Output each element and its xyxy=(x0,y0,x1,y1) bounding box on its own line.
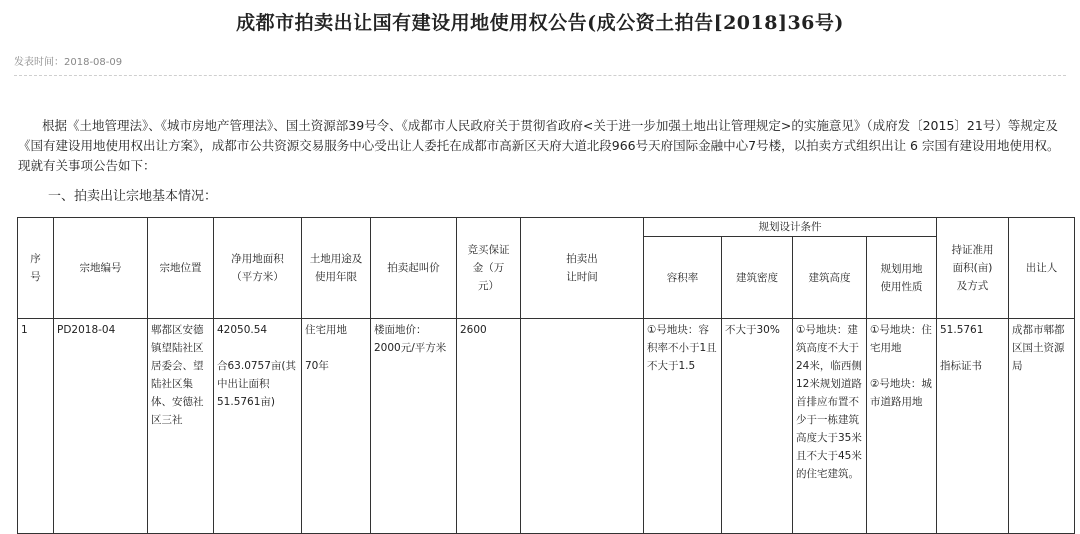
planning-group-header: 规划设计条件 xyxy=(644,218,937,237)
col-density-header: 建筑密度 xyxy=(722,237,793,319)
col-location-header: 宗地位置 xyxy=(148,218,214,319)
col-height-header: 建筑高度 xyxy=(793,237,867,319)
cell-auction-time xyxy=(521,319,644,534)
cell-area-main: 42050.54 xyxy=(217,324,268,336)
cell-indicator-method: 指标证书 xyxy=(940,360,982,372)
cell-density: 不大于30% xyxy=(722,319,793,534)
cell-height: ①号地块：建筑高度不大于24米，临西侧12米规划道路首排应布置不少于一栋建筑高度大于35米且不大于45米的住宅建筑。 xyxy=(793,319,867,534)
section-heading: 一、拍卖出让宗地基本情况： xyxy=(48,189,218,204)
col-grantor-header: 出让人 xyxy=(1009,218,1075,319)
cell-location: 郫都区安德镇望陆社区居委会、望陆社区集体、安德社区三社 xyxy=(148,319,214,534)
col-deposit-header: 竞买保证 金（万 元） xyxy=(457,218,521,319)
col-start-price-header: 拍卖起叫价 xyxy=(371,218,457,319)
col-parcel-no-header: 宗地编号 xyxy=(54,218,148,319)
col-use-header: 土地用途及 使用年限 xyxy=(302,218,371,319)
publish-time-label: 发表时间： xyxy=(14,57,64,68)
cell-deposit: 2600 xyxy=(457,319,521,534)
cell-start-price: 楼面地价：2000元/平方米 xyxy=(371,319,457,534)
cell-indicator-area: 51.5761 xyxy=(940,324,984,336)
cell-seq: 1 xyxy=(18,319,54,534)
page-title: 成都市拍卖出让国有建设用地使用权公告(成公资土拍告[2018]36号) xyxy=(236,12,844,34)
col-area-header: 净用地面积 （平方米） xyxy=(214,218,302,319)
publish-time xyxy=(14,53,122,68)
cell-use xyxy=(302,319,371,534)
table-header-row xyxy=(18,218,1075,237)
intro-paragraph: 根据《土地管理法》、《城市房地产管理法》、国土资源部39号令、《成都市人民政府关于贯彻省政府<关于进一步加强土地出让管理规定>的实施意见》（成府发〔2015〕21号）等规定及《国有建设用地使用权出让方案》，成都市公共资源交易服务中心受出让人委托在成都市高新区天府大道北段966号天府国际金融中心7号楼，以拍卖方式组织出让 6 宗国有建设用地使用权。现就有关事项公告如下： xyxy=(18,118,1060,173)
col-indicator-header: 持证准用 面积(亩) 及方式 xyxy=(937,218,1009,319)
cell-parcel-no: PD2018-04 xyxy=(54,319,148,534)
cell-area xyxy=(214,319,302,534)
col-auction-time-header: 拍卖出 让时间 xyxy=(521,218,644,319)
parcel-table xyxy=(17,217,1075,534)
col-far-header: 容积率 xyxy=(644,237,722,319)
cell-indicator xyxy=(937,319,1009,534)
cell-grantor: 成都市郫都区国土资源局 xyxy=(1009,319,1075,534)
col-plan-use-header: 规划用地 使用性质 xyxy=(867,237,937,319)
header-divider xyxy=(14,75,1066,76)
publish-time-value: 2018-08-09 xyxy=(64,57,123,68)
table-row xyxy=(18,319,1075,534)
cell-use-years: 70年 xyxy=(305,360,329,372)
cell-far: ①号地块：容积率不小于1且不大于1.5 xyxy=(644,319,722,534)
cell-area-sub: 合63.0757亩(其中出让面积51.5761亩) xyxy=(217,360,297,408)
cell-plan-use-1: ①号地块：住宅用地 xyxy=(870,324,932,354)
cell-plan-use xyxy=(867,319,937,534)
cell-plan-use-2: ②号地块：城市道路用地 xyxy=(870,378,932,408)
col-seq-header: 序 号 xyxy=(18,218,54,319)
cell-use-main: 住宅用地 xyxy=(305,324,347,336)
